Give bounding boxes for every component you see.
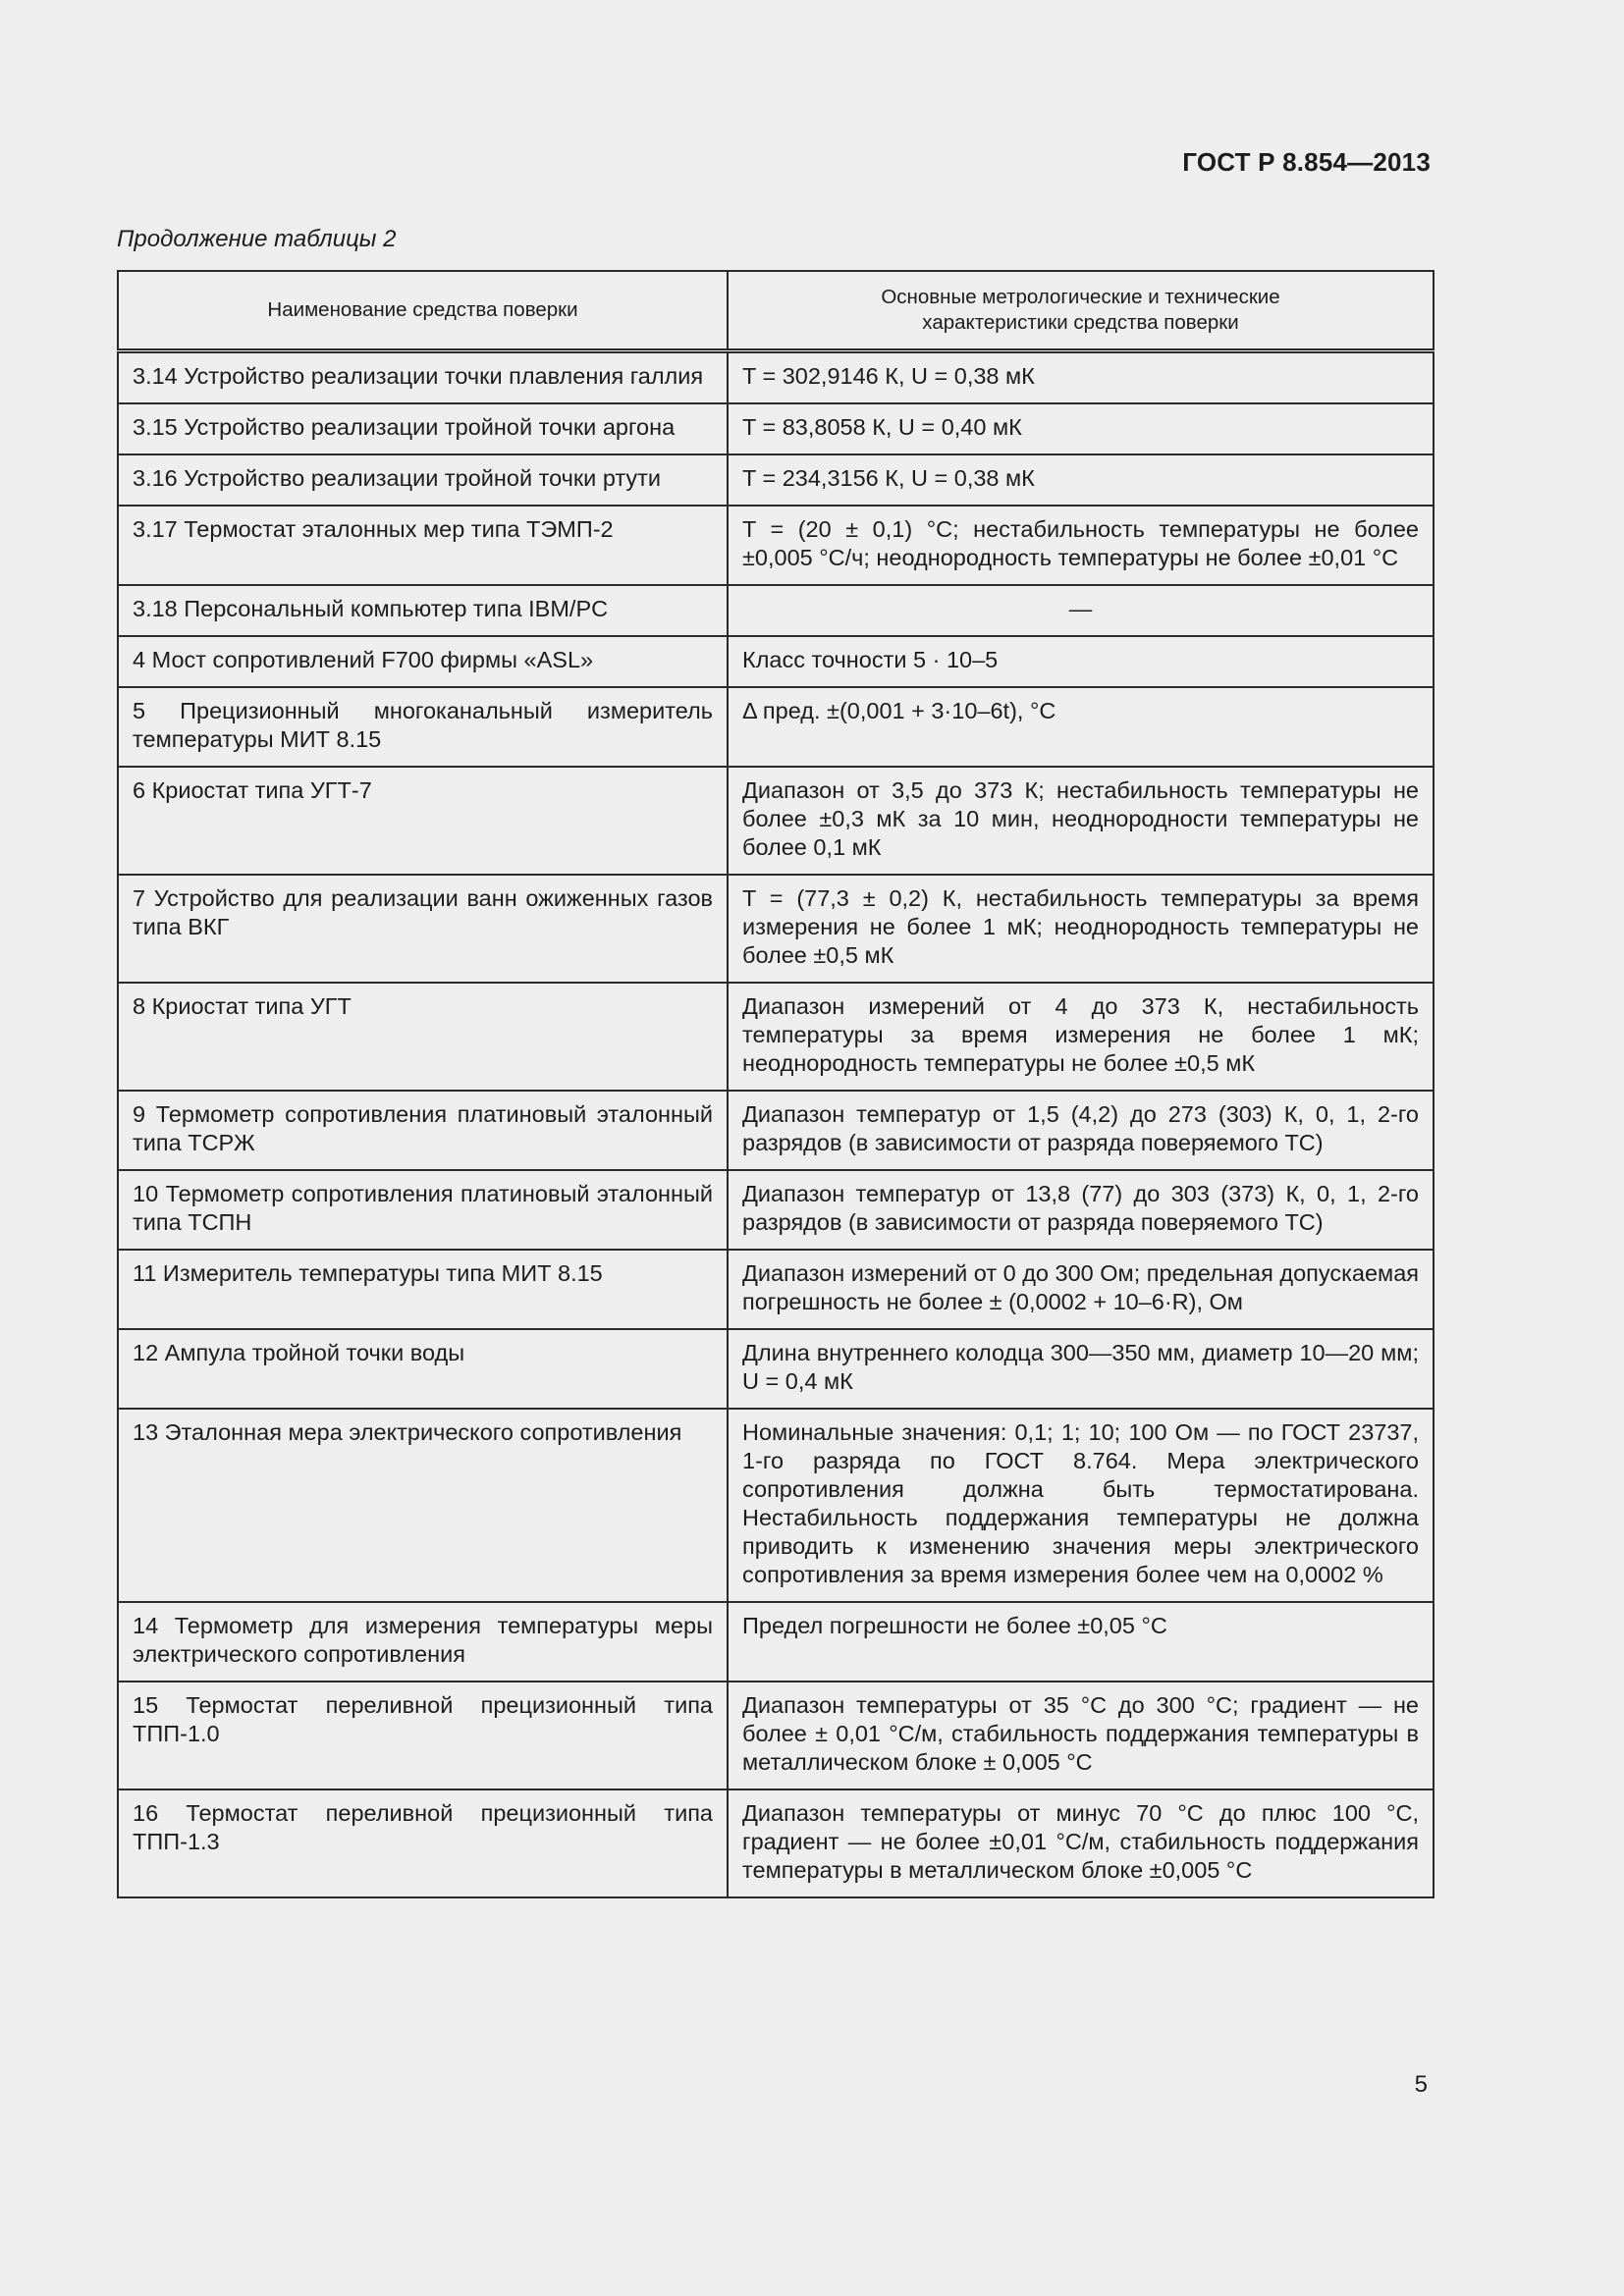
table-row: [118, 454, 1434, 506]
table-row: [118, 1250, 1434, 1329]
table-row: [118, 1091, 1434, 1170]
table-header-row: [118, 271, 1434, 351]
verification-means-name: 3.17 Термостат эталонных мер типа ТЭМП-2: [118, 506, 728, 585]
verification-means-characteristics: Предел погрешности не более ±0,05 °С: [728, 1602, 1434, 1682]
verification-means-name: 15 Термостат переливной прецизионный типа ТПП-1.0: [118, 1682, 728, 1789]
table-row: [118, 983, 1434, 1091]
verification-means-characteristics: Диапазон температуры от 35 °С до 300 °С; градиент — не более ± 0,01 °С/м, стабильность поддержания температуры в металлическом блоке ± 0,005 °С: [728, 1682, 1434, 1789]
verification-means-name: 14 Термометр для измерения температуры меры электрического сопротивления: [118, 1602, 728, 1682]
verification-means-name: 10 Термометр сопротивления платиновый эталонный типа ТСПН: [118, 1170, 728, 1250]
verification-means-name: 12 Ампула тройной точки воды: [118, 1329, 728, 1409]
table-row: [118, 403, 1434, 454]
verification-means-name: 9 Термометр сопротивления платиновый эталонный типа ТСРЖ: [118, 1091, 728, 1170]
table-row: [118, 1602, 1434, 1682]
verification-means-characteristics: Диапазон температуры от минус 70 °С до плюс 100 °С, градиент — не более ±0,01 °С/м, стабильность поддержания температуры в металлическом блоке ±0,005 °С: [728, 1789, 1434, 1897]
table-continuation-caption: Продолжение таблицы 2: [117, 226, 397, 252]
verification-means-characteristics: Диапазон измерений от 0 до 300 Ом; предельная допускаемая погрешность не более ± (0,0002 + 10–6·R), Ом: [728, 1250, 1434, 1329]
table-row: [118, 585, 1434, 636]
verification-means-characteristics: Δ пред. ±(0,001 + 3·10–6t), °С: [728, 687, 1434, 767]
table-row: [118, 767, 1434, 875]
verification-means-characteristics: T = 83,8058 К, U = 0,40 мК: [728, 403, 1434, 454]
table-row: [118, 1409, 1434, 1602]
verification-means-characteristics: T = (20 ± 0,1) °С; нестабильность температуры не более ±0,005 °С/ч; неоднородность температуры не более ±0,01 °С: [728, 506, 1434, 585]
verification-means-name: 11 Измеритель температуры типа МИТ 8.15: [118, 1250, 728, 1329]
table-row: [118, 506, 1434, 585]
document-code: ГОСТ Р 8.854—2013: [1182, 147, 1431, 177]
verification-means-name: 6 Криостат типа УГТ-7: [118, 767, 728, 875]
verification-means-name: 8 Криостат типа УГТ: [118, 983, 728, 1091]
verification-means-name: 3.18 Персональный компьютер типа IBM/PC: [118, 585, 728, 636]
verification-means-table: [117, 270, 1435, 1898]
table-row: [118, 1682, 1434, 1789]
verification-means-characteristics: Номинальные значения: 0,1; 1; 10; 100 Ом — по ГОСТ 23737, 1-го разряда по ГОСТ 8.764. Мера электрического сопротивления должна быть термостатирована. Нестабильность поддержания температуры не должна приводить к изменению значения меры электрического сопротивления за время измерения более чем на 0,0002 %: [728, 1409, 1434, 1602]
verification-means-characteristics: Диапазон от 3,5 до 373 К; нестабильность температуры не более ±0,3 мК за 10 мин, неоднородности температуры не более 0,1 мК: [728, 767, 1434, 875]
verification-means-characteristics: Класс точности 5 · 10–5: [728, 636, 1434, 687]
column-header-name: Наименование средства поверки: [118, 271, 728, 351]
verification-means-characteristics: —: [728, 585, 1434, 636]
verification-means-characteristics: T = 302,9146 К, U = 0,38 мК: [728, 351, 1434, 404]
verification-means-name: 13 Эталонная мера электрического сопротивления: [118, 1409, 728, 1602]
page-number: 5: [1414, 2071, 1428, 2098]
verification-means-characteristics: Длина внутреннего колодца 300—350 мм, диаметр 10—20 мм; U = 0,4 мК: [728, 1329, 1434, 1409]
table-row: [118, 875, 1434, 983]
table-row: [118, 1329, 1434, 1409]
table-row: [118, 1170, 1434, 1250]
verification-means-characteristics: Диапазон измерений от 4 до 373 К, нестабильность температуры за время измерения не более 1 мК; неоднородность температуры не более ±0,5 мК: [728, 983, 1434, 1091]
table-row: [118, 687, 1434, 767]
table-row: [118, 636, 1434, 687]
verification-means-characteristics: Диапазон температур от 1,5 (4,2) до 273 (303) К, 0, 1, 2-го разрядов (в зависимости от разряда поверяемого ТС): [728, 1091, 1434, 1170]
verification-means-characteristics: Диапазон температур от 13,8 (77) до 303 (373) К, 0, 1, 2-го разрядов (в зависимости от разряда поверяемого ТС): [728, 1170, 1434, 1250]
verification-means-characteristics: T = (77,3 ± 0,2) К, нестабильность температуры за время измерения не более 1 мК; неоднородность температуры не более ±0,5 мК: [728, 875, 1434, 983]
verification-means-name: 5 Прецизионный многоканальный измеритель температуры МИТ 8.15: [118, 687, 728, 767]
verification-means-name: 7 Устройство для реализации ванн ожиженных газов типа ВКГ: [118, 875, 728, 983]
verification-means-name: 3.15 Устройство реализации тройной точки аргона: [118, 403, 728, 454]
verification-means-name: 3.16 Устройство реализации тройной точки ртути: [118, 454, 728, 506]
verification-means-name: 3.14 Устройство реализации точки плавления галлия: [118, 351, 728, 404]
verification-means-characteristics: T = 234,3156 К, U = 0,38 мК: [728, 454, 1434, 506]
column-header-characteristics: Основные метрологические и технические характеристики средства поверки: [728, 271, 1434, 351]
table-row: [118, 351, 1434, 404]
table-row: [118, 1789, 1434, 1897]
verification-means-name: 16 Термостат переливной прецизионный типа ТПП-1.3: [118, 1789, 728, 1897]
verification-means-name: 4 Мост сопротивлений F700 фирмы «ASL»: [118, 636, 728, 687]
